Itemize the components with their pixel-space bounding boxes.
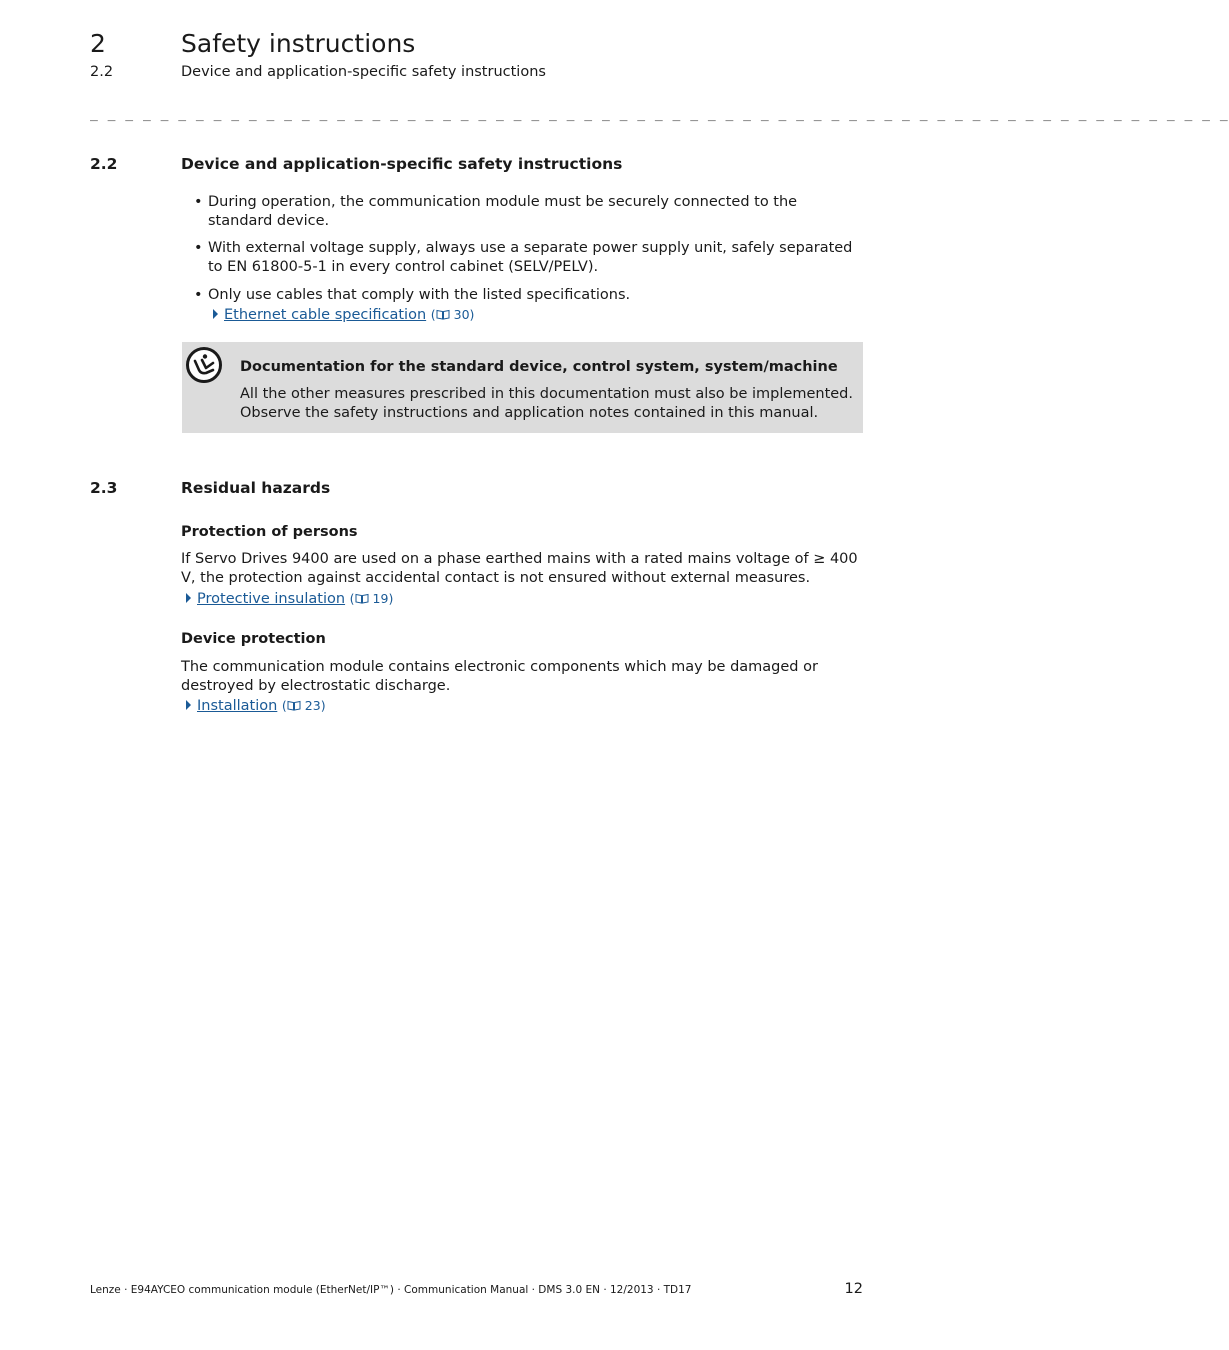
cable-spec-crossref [213, 305, 474, 325]
bullet-marker: • [194, 240, 203, 256]
section-number: 2.2 [90, 155, 118, 173]
documentation-icon [185, 346, 223, 384]
page-reference[interactable]: ( 23) [281, 698, 326, 713]
subheading-device-protection: Device protection [181, 631, 326, 647]
arrow-right-icon [213, 309, 218, 319]
page-number: 12 [844, 1281, 863, 1297]
book-icon [287, 700, 301, 711]
subheading-protection-of-persons: Protection of persons [181, 524, 358, 540]
protective-insulation-link[interactable]: Protective insulation [197, 591, 346, 607]
protective-insulation-crossref [186, 589, 393, 609]
installation-crossref [186, 696, 326, 716]
bullet-marker: • [194, 194, 203, 210]
paragraph: If Servo Drives 9400 are used on a phase earthed mains with a rated mains voltage of ≥ 400 V, the protection against accidental contact is not ensured without external measures. [181, 551, 858, 586]
section-title: Device and application-specific safety instructions [181, 155, 623, 173]
note-title: Documentation for the standard device, control system, system/machine [240, 359, 838, 375]
note-body: All the other measures prescribed in this documentation must also be implemented. Observe the safety instructions and application notes contained in this manual. [240, 386, 853, 421]
book-icon [436, 309, 450, 320]
section-number: 2.3 [90, 479, 118, 497]
bullet-marker: • [194, 287, 203, 303]
page-reference[interactable]: ( 30) [430, 307, 475, 322]
header-section-title: Device and application-specific safety instructions [181, 64, 546, 80]
bullet-item: With external voltage supply, always use a separate power supply unit, safely separated to EN 61800-5-1 in every control cabinet (SELV/PELV). [208, 240, 853, 275]
ethernet-cable-spec-link[interactable]: Ethernet cable specification [224, 307, 427, 323]
bullet-item: Only use cables that comply with the listed specifications. [208, 287, 631, 303]
bullet-item: During operation, the communication module must be securely connected to the standard device. [208, 194, 798, 229]
header-separator: _ _ _ _ _ _ _ _ _ _ _ _ _ _ _ _ _ _ _ _ _ _ _ _ _ _ _ _ _ _ _ _ _ _ _ _ _ _ _ _ _ _ _ _ _ _ _ _ _ _ _ _ _ _ _ _ _ _ _ _ _ _ _ _ _ [90, 107, 1229, 122]
footer-text: Lenze · E94AYCEO communication module (EtherNet/IP™) · Communication Manual · DMS 3.0 EN · 12/2013 · TD17 [90, 1284, 692, 1296]
chapter-number: 2 [90, 29, 106, 58]
arrow-right-icon [186, 700, 191, 710]
page-reference[interactable]: ( 19) [349, 591, 394, 606]
chapter-title: Safety instructions [181, 29, 416, 58]
header-section-number: 2.2 [90, 64, 114, 80]
arrow-right-icon [186, 593, 191, 603]
installation-link[interactable]: Installation [197, 698, 278, 714]
paragraph: The communication module contains electronic components which may be damaged or destroyed by electrostatic discharge. [181, 659, 818, 694]
book-icon [355, 593, 369, 604]
section-title: Residual hazards [181, 479, 331, 497]
